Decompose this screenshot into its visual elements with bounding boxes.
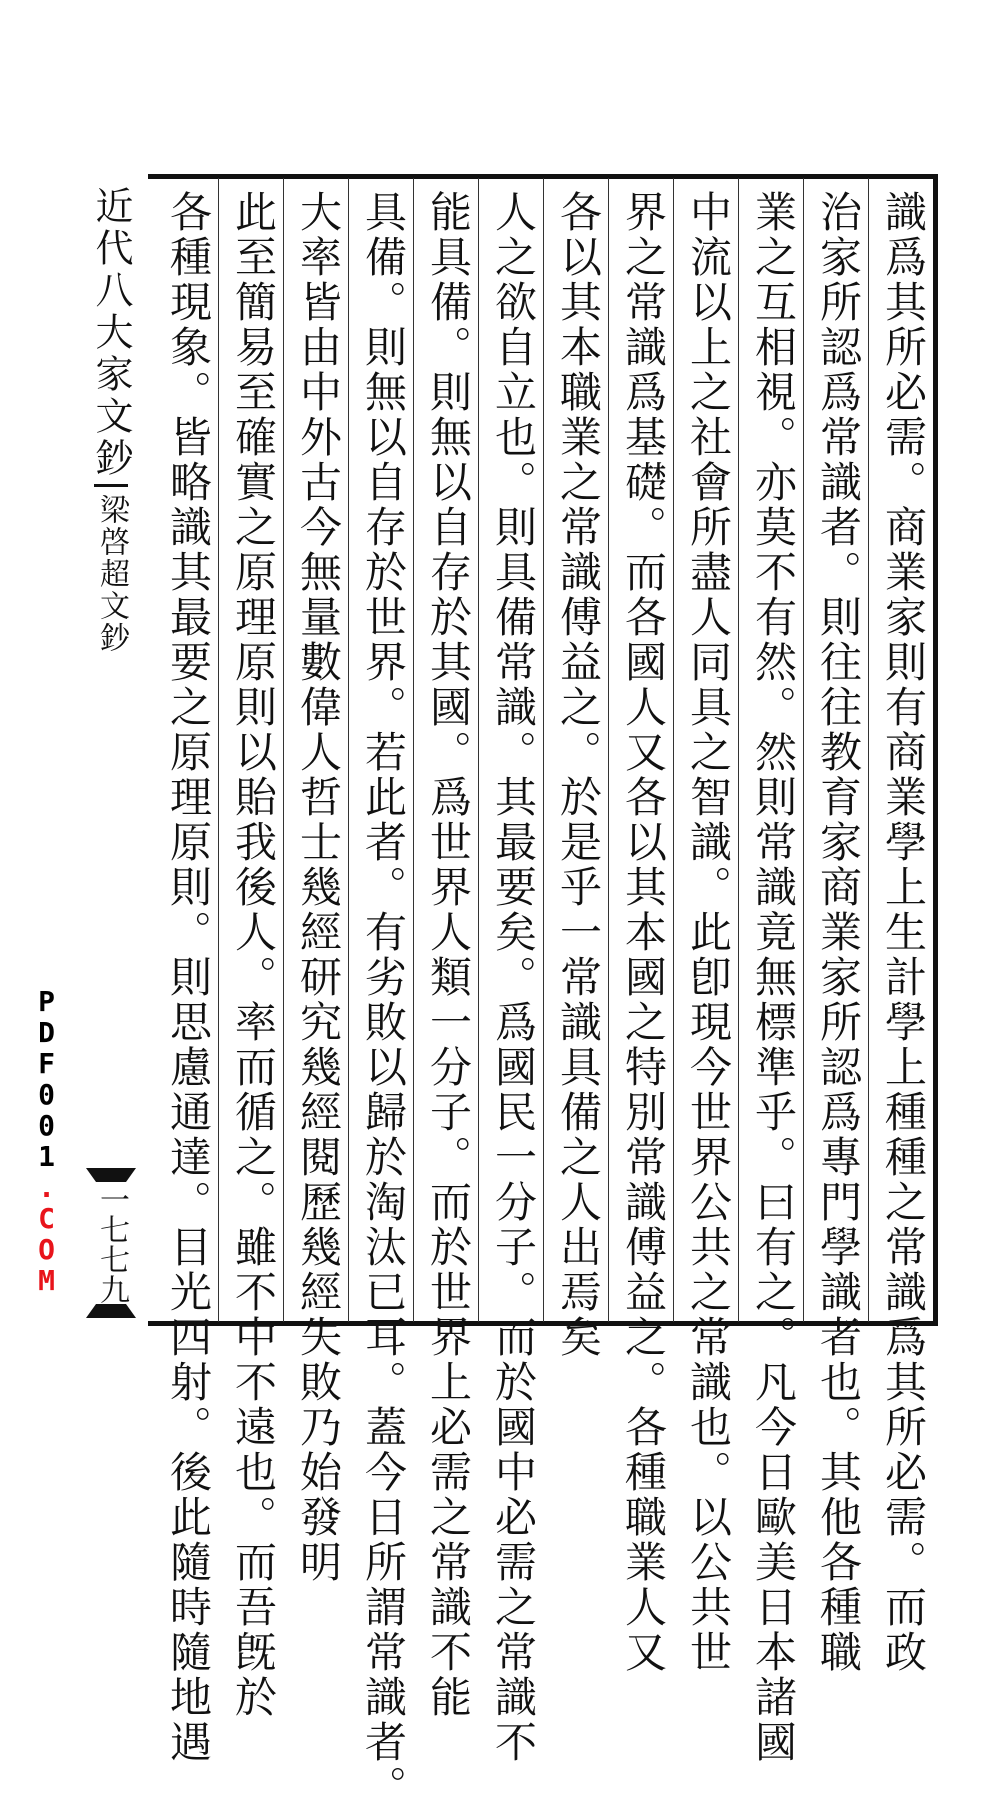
column-rule	[543, 178, 544, 1322]
column-rule	[478, 178, 479, 1322]
section-title: 梁啓超文鈔	[94, 494, 129, 654]
text-column-3: 業之互相視。亦莫不有然。然則常識竟無標準乎。曰有之。凡今日歐美日本諸國	[749, 190, 798, 1765]
text-column-6: 各以其本職業之常識傅益之。於是乎一常識具備之人出焉矣	[554, 190, 603, 1360]
text-column-7: 人之欲自立也。則具備常識。其最要矣。爲國民一分子。而於國中必需之常識不	[489, 190, 538, 1765]
watermark	[16, 985, 66, 1295]
margin-separator	[94, 484, 128, 487]
column-rule	[738, 178, 739, 1322]
text-column-12: 各種現象。皆略識其最要之原理原則。則思慮通達。目光四射。後此隨時隨地遇	[164, 190, 213, 1765]
page-number-block	[86, 1168, 136, 1318]
column-rule	[413, 178, 414, 1322]
column-rule	[608, 178, 609, 1322]
watermark-part2: .COM	[30, 1171, 63, 1295]
text-column-10: 大率皆由中外古今無量數偉人哲士幾經研究幾經閱歷幾經失敗乃始發明	[294, 190, 343, 1585]
text-column-1: 識爲其所必需。商業家則有商業學上生計學上種種之常識爲其所必需。而政	[879, 190, 928, 1675]
text-column-8: 能具備。則無以自存於其國。爲世界人類一分子。而於世界上必需之常識不能	[424, 190, 473, 1720]
fishtail-bottom	[86, 1304, 136, 1318]
column-rule	[868, 178, 869, 1322]
column-rule	[218, 178, 219, 1322]
column-rule	[673, 178, 674, 1322]
text-column-4: 中流以上之社會所盡人同具之智識。此卽現今世界公共之常識也。以公共世	[684, 190, 733, 1675]
watermark-part1: PDF001	[30, 985, 63, 1171]
text-column-9: 具備。則無以自存於世界。若此者。有劣敗以歸於淘汰已耳。蓋今日所謂常識者。	[359, 190, 408, 1810]
book-title: 近代八大家文鈔	[89, 186, 133, 480]
column-rule	[283, 178, 284, 1322]
text-column-11: 此至簡易至確實之原理原則以貽我後人。率而循之。雖不中不遠也。而吾旣於	[229, 190, 278, 1720]
fishtail-top	[86, 1168, 136, 1182]
column-rule	[348, 178, 349, 1322]
column-rule	[803, 178, 804, 1322]
text-column-2: 治家所認爲常識者。則往往教育家商業家所認爲專門學識者也。其他各種職	[814, 190, 863, 1675]
text-column-5: 界之常識爲基礎。而各國人又各以其本國之特別常識傅益之。各種職業人又	[619, 190, 668, 1675]
page-number: 一七七九	[94, 1184, 129, 1304]
